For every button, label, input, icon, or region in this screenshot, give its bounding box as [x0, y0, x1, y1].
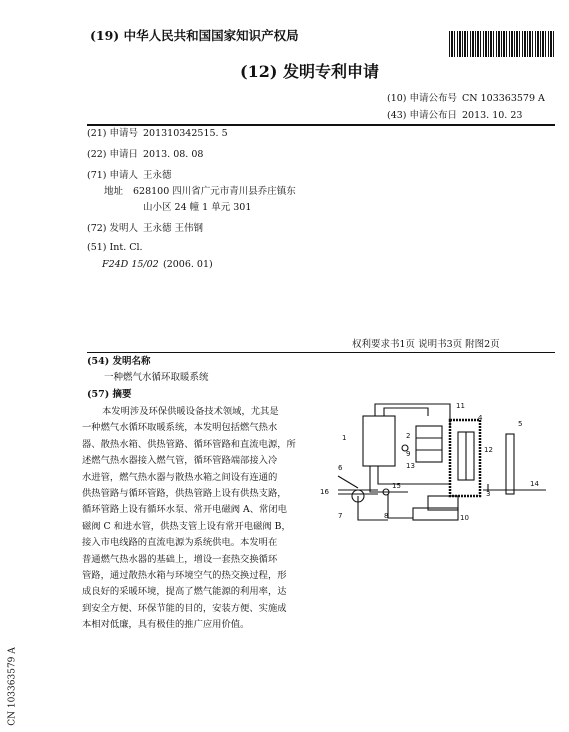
figure-label: 10: [460, 514, 469, 522]
figure-label: 15: [392, 482, 401, 490]
figure-label: 11: [456, 402, 465, 410]
figure-label: 14: [530, 480, 539, 488]
applicant-label: (71) 申请人: [87, 170, 139, 181]
publication-date-label: (43) 申请公布日: [387, 110, 458, 121]
figure-label: 6: [338, 464, 343, 472]
representative-figure: [318, 396, 550, 536]
document-type: (12) 发明专利申请: [240, 62, 379, 81]
abstract-line: 一种燃气水循环取暖系统，本发明包括燃气热水: [82, 422, 278, 434]
inventor-label: (72) 发明人: [87, 223, 139, 234]
office-name: (19) 中华人民共和国国家知识产权局: [90, 28, 299, 43]
figure-label: 8: [384, 512, 389, 520]
application-date: 2013. 08. 08: [143, 149, 204, 160]
abstract-line: 成良好的采暖环境，提高了燃气能源的利用率，达: [82, 586, 287, 598]
inventor-names: 王永德 王伟钢: [143, 223, 204, 234]
publication-date: 2013. 10. 23: [462, 110, 523, 121]
title-label: (54) 发明名称: [87, 356, 151, 367]
intcl-label: (51) Int. Cl.: [87, 242, 143, 253]
radiator-tank: [450, 420, 480, 496]
abstract-line: 到安全方便、环保节能的目的，安装方便、实施成: [82, 602, 287, 614]
address-line-1: 628100 四川省广元市青川县乔庄镇东: [133, 186, 296, 197]
figure-label: 5: [518, 420, 523, 428]
abstract-line: 水进管，燃气热水器与散热水箱之间设有连通的: [82, 471, 278, 483]
abstract-line: 述燃气热水器接入燃气管，循环管路端部接入冷: [82, 455, 278, 467]
abstract-line: 普通燃气热水器的基础上，增设一套热交换循环: [82, 553, 278, 565]
abstract-line: 接入市电线路的直流电源为系统供电。本发明在: [82, 537, 278, 549]
abstract-line: 本相对低廉，具有极佳的推广应用价值。: [82, 619, 250, 631]
figure-label: 9: [406, 450, 411, 458]
invention-title: 一种燃气水循环取暖系统: [104, 372, 209, 383]
abstract-line: 器、散热水箱、供热管路、循环管路和直流电源，所: [82, 438, 296, 450]
figure-label: 16: [320, 488, 329, 496]
figure-label: 13: [406, 462, 415, 470]
abstract-line: 管路，通过散热水箱与环境空气的热交换过程，形: [82, 569, 287, 581]
side-publication-number: CN 103363579 A: [7, 647, 18, 726]
section-rule: [87, 352, 555, 353]
publication-number: CN 103363579 A: [462, 93, 545, 104]
application-date-label: (22) 申请日: [87, 149, 139, 160]
abstract-label: (57) 摘要: [87, 389, 132, 400]
abstract-text: [82, 404, 322, 633]
page-counts: 权利要求书1页 说明书3页 附图2页: [352, 339, 500, 350]
figure-label: 4: [478, 414, 483, 422]
header-rule: [87, 124, 555, 126]
circulation-pipe: [384, 408, 428, 416]
intcl-version: (2006. 01): [163, 259, 213, 270]
applicant-name: 王永德: [143, 170, 172, 181]
application-number: 201310342515. 5: [143, 128, 228, 139]
address-line-2: 山小区 24 幢 1 单元 301: [143, 202, 252, 213]
publication-number-label: (10) 申请公布号: [387, 93, 458, 104]
figure-label: 1: [342, 434, 347, 442]
figure-label: 3: [486, 490, 491, 498]
supply-pipe: [375, 404, 450, 426]
gas-water-heater: [363, 416, 395, 466]
abstract-line: 供热管路与循环管路，供热管路上设有供热支路，: [82, 487, 287, 499]
figure-label: 2: [406, 432, 411, 440]
figure-label: 12: [484, 446, 493, 454]
abstract-line: 本发明涉及环保供暖设备技术领域，尤其是: [102, 406, 279, 417]
application-number-label: (21) 申请号: [87, 128, 139, 139]
abstract-line: 磁阀 C 和进水管，供热支管上设有常开电磁阀 B，: [82, 520, 291, 532]
abstract-line: 循环管路上设有循环水泵、常开电磁阀 A、常闭电: [82, 504, 287, 516]
address-label: 地址: [104, 186, 124, 197]
figure-label: 7: [338, 512, 343, 520]
intcl-code: F24D 15/02: [102, 259, 159, 270]
barcode: [449, 31, 555, 57]
